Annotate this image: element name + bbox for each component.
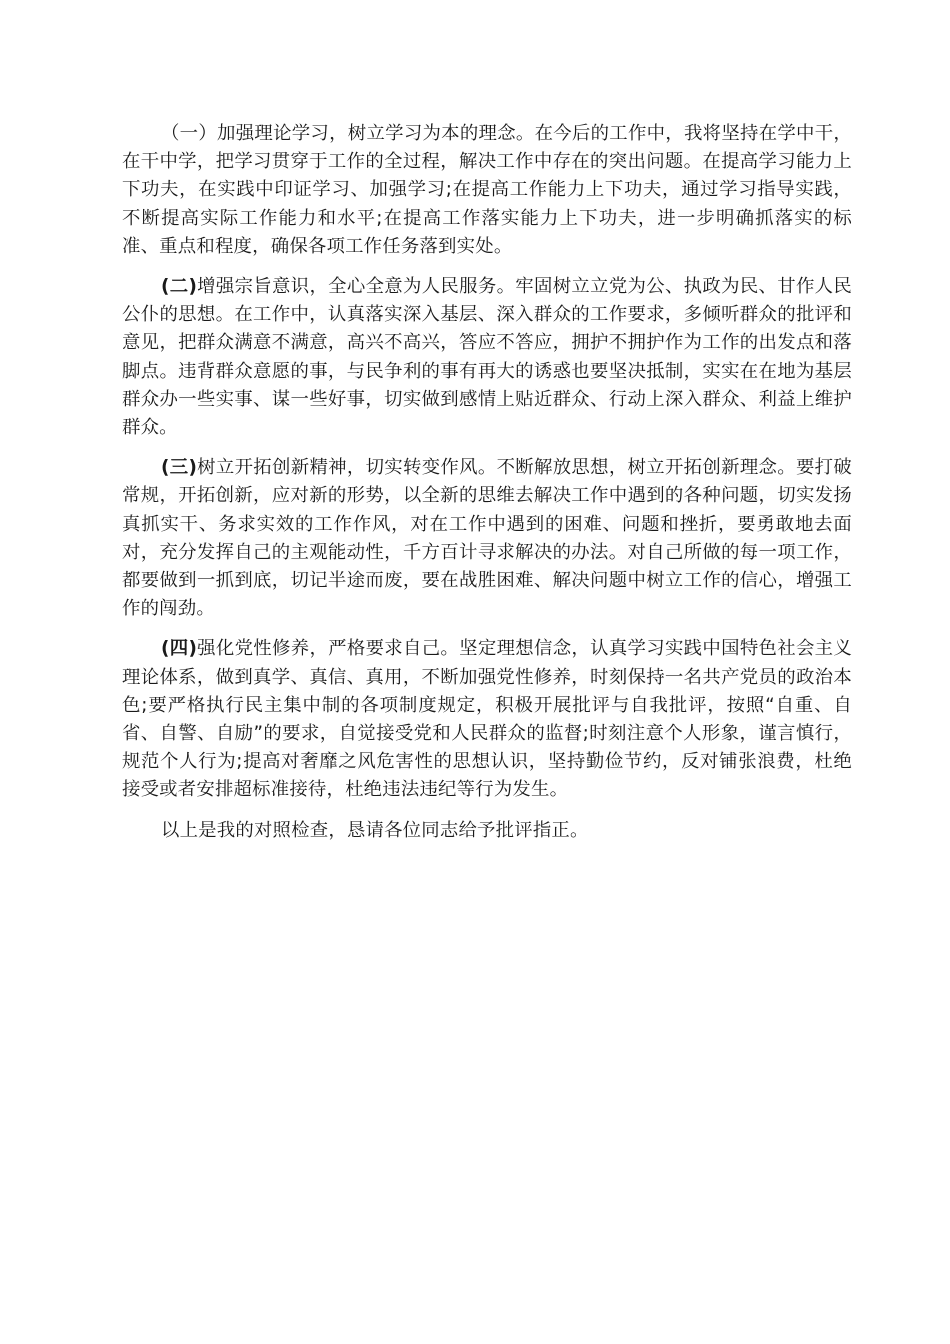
closing-paragraph <box>122 817 852 845</box>
paragraph-3-text: 树立开拓创新精神，切实转变作风。不断解放思想，树立开拓创新理念。要打破常规，开拓创新，应对新的形势，以全新的思维去解决工作中遇到的各种问题，切实发扬真抓实干、务求实效的工作作风，对在工作中遇到的困难、问题和挫折，要勇敢地去面对，充分发挥自己的主观能动性，千方百计寻求解决的办法。对自己所做的每一项工作，都要做到一抓到底，切记半途而废，要在战胜困难、解决问题中树立工作的信心，增强工作的闯劲。 <box>122 457 852 620</box>
paragraph-1-number: （一） <box>161 123 218 144</box>
paragraph-1 <box>122 120 852 261</box>
paragraph-2-number: (二) <box>161 276 198 298</box>
paragraph-1-text: 加强理论学习，树立学习为本的理念。在今后的工作中，我将坚持在学中干，在干中学，把学习贯穿于工作的全过程，解决工作中存在的突出问题。在提高学习能力上下功夫，在实践中印证学习、加强学习;在提高工作能力上下功夫，通过学习指导实践，不断提高实际工作能力和水平;在提高工作落实能力上下功夫，进一步明确抓落实的标准、重点和程度，确保各项工作任务落到实处。 <box>122 123 852 257</box>
paragraph-2-text: 增强宗旨意识，全心全意为人民服务。牢固树立立党为公、执政为民、甘作人民公仆的思想。在工作中，认真落实深入基层、深入群众的工作要求，多倾听群众的批评和意见，把群众满意不满意，高兴不高兴，答应不答应，拥护不拥护作为工作的出发点和落脚点。违背群众意愿的事，与民争利的事有再大的诱惑也要坚决抵制，实实在在地为基层群众办一些实事、谋一些好事，切实做到感情上贴近群众、行动上深入群众、利益上维护群众。 <box>122 276 852 439</box>
closing-paragraph-text: 以上是我的对照检查，恳请各位同志给予批评指正。 <box>161 819 589 841</box>
paragraph-4 <box>122 635 852 804</box>
document-body <box>122 120 852 857</box>
paragraph-3-number: (三) <box>161 457 198 479</box>
paragraph-4-number: (四) <box>161 638 198 660</box>
paragraph-4-text: 强化党性修养，严格要求自己。坚定理想信念，认真学习实践中国特色社会主义理论体系，做到真学、真信、真用，不断加强党性修养，时刻保持一名共产党员的政治本色;要严格执行民主集中制的各项制度规定，积极开展批评与自我批评，按照“自重、自省、自警、自励”的要求，自觉接受党和人民群众的监督;时刻注意个人形象，谨言慎行，规范个人行为;提高对奢靡之风危害性的思想认识，坚持勤俭节约，反对铺张浪费，杜绝接受或者安排超标准接待，杜绝违法违纪等行为发生。 <box>122 638 852 801</box>
paragraph-2 <box>122 273 852 442</box>
paragraph-3 <box>122 454 852 623</box>
